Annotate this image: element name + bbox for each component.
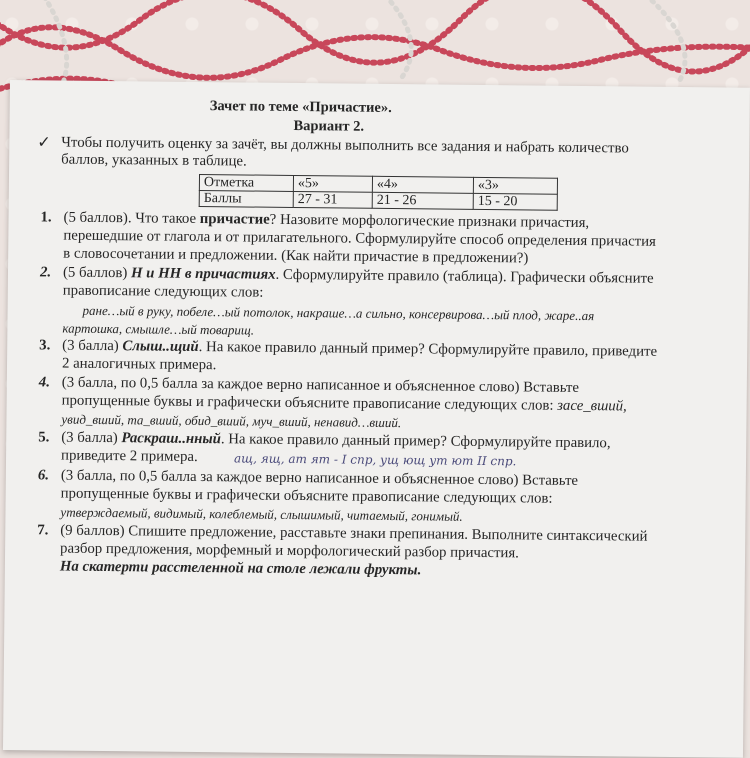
task-number: 2. [39, 264, 52, 281]
task-7-line-2: разбор предложения, морфемный и морфологический разбор причастия. [60, 540, 519, 562]
task-7-sentence: На скатерти расстеленной на столе лежали фрукты. [59, 558, 422, 579]
handwritten-note: ащ, ящ, ат ят - I спр, ущ ющ ут ют II спр. [233, 451, 517, 469]
table-row [199, 190, 557, 210]
term-bold-italic: Н и НН в причастиях [130, 265, 276, 283]
task-2-line-2: правописание следующих слов: [62, 282, 264, 301]
task-6-line-2: пропущенные буквы и графически объясните правописание следующих слов: [60, 485, 553, 507]
table-cell: Баллы [199, 190, 293, 207]
text-span: ? Назовите морфологические признаки причастия, [269, 211, 590, 232]
task-6-words: утверждаемый, видимый, колеблемый, слышимый, читаемый, гонимый. [60, 504, 463, 524]
task-4-words: увид_вший, та_вший, обид_вший, муч_вший, ненавид…вший. [61, 411, 402, 431]
term-bold-italic: Раскраш..нный [121, 430, 221, 448]
task-number: 4. [38, 374, 51, 391]
grades-table [199, 174, 558, 211]
text-span: . Сформулируйте правило (таблица). Графически объясните [275, 266, 654, 287]
task-number: 6. [37, 467, 50, 484]
task-2-words-2: картошка, смышле…ый товарищ. [62, 320, 255, 338]
table-cell: «5» [293, 175, 372, 192]
table-cell: «4» [372, 176, 473, 193]
table-cell: «3» [473, 177, 557, 194]
text-span: пропущенные буквы и графически объясните правописание следующих слов: [61, 392, 558, 414]
text-span: (3 балла) [62, 337, 123, 355]
task-5-line-2: приведите 2 примера. [60, 447, 198, 465]
task-number: 7. [37, 522, 49, 539]
task-6-line-1: (3 балла, по 0,5 балла за каждое верно написанное и объясненное слово) Вставьте [60, 467, 579, 489]
text-span: (5 баллов) [62, 264, 132, 282]
task-1-line-3: в словосочетании и предложении. (Как найти причастие в предложении?) [63, 245, 529, 267]
text-span: . На какое правило данный пример? Сформулируйте правило, приведите [198, 338, 658, 360]
task-1-line-2: перешедшие от глагола и от прилагательного. Сформулируйте способ определения причастия [63, 227, 656, 250]
text-span: (3 балла) [61, 429, 122, 447]
table-cell: 21 - 26 [372, 192, 473, 209]
term-bold-italic: Слыш..щий [122, 338, 199, 355]
task-number: 3. [39, 337, 51, 354]
instruction-line-1: Чтобы получить оценку за зачёт, вы должны выполнить все задания и набрать количество [61, 134, 629, 157]
word-italic: засе_вший, [557, 397, 627, 415]
task-number: 5. [38, 429, 50, 446]
page-title: Зачет по теме «Причастие». [209, 98, 392, 116]
task-4-line-1: (3 балла, по 0,5 балла за каждое верно написанное и объясненное слово) Вставьте [61, 374, 580, 396]
task-2-words-1: ране…ый в руку, побеле…ый потолок, накраше…а сильно, консервирова…ый плод, жаре..ая [82, 302, 595, 324]
table-cell: 27 - 31 [293, 191, 372, 208]
worksheet-paper [3, 80, 750, 758]
check-mark-icon: ✓ [37, 134, 51, 152]
table-cell: Отметка [199, 174, 293, 191]
task-7-line-1: (9 баллов) Спишите предложение, расставьте знаки препинания. Выполните синтаксический [60, 522, 648, 545]
task-3-line-2: 2 аналогичных примера. [61, 355, 217, 374]
task-number: 1. [40, 209, 52, 226]
text-span: (5 баллов). Что такое [63, 209, 200, 227]
term-bold: причастие [199, 210, 270, 228]
variant-label: Вариант 2. [293, 117, 365, 135]
table-cell: 15 - 20 [473, 193, 557, 210]
instruction-line-2: баллов, указанных в таблице. [61, 151, 247, 170]
text-span: . На какое правило данный пример? Сформулируйте правило, [220, 431, 611, 452]
